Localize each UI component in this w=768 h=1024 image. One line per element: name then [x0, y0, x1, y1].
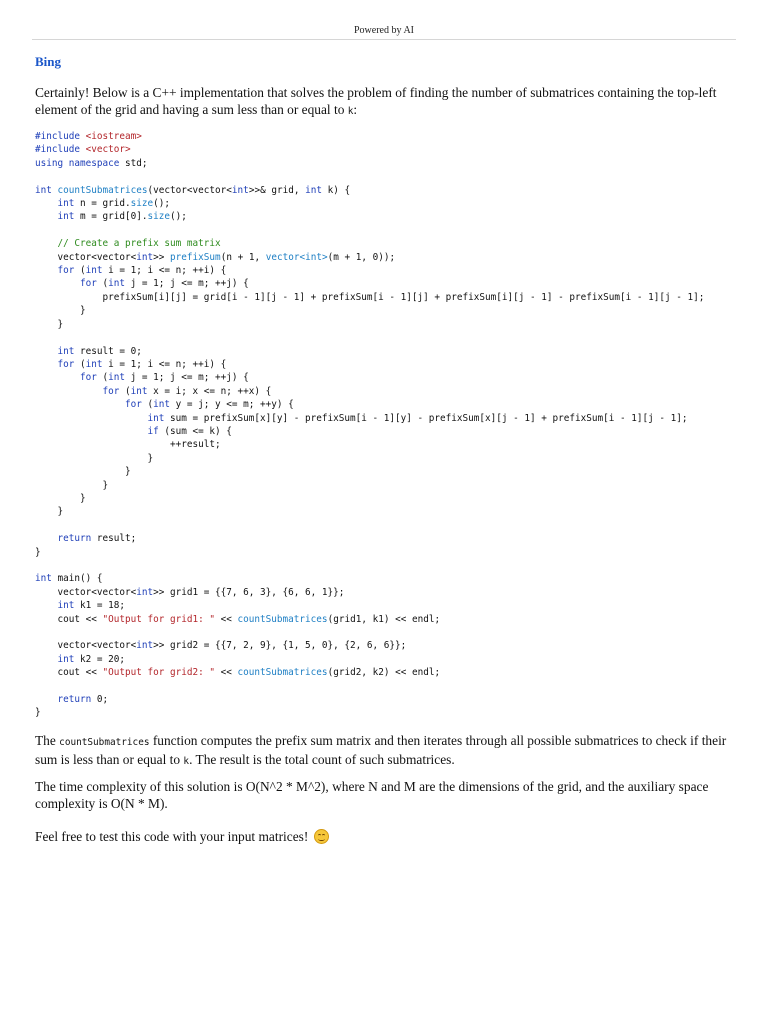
complexity-paragraph: The time complexity of this solution is O(N^2 * M^2), where N and M are the dimensions of the grid, and the auxiliary space complexity is O(N * M). — [35, 779, 709, 811]
header-divider — [32, 39, 736, 40]
author-name: Bing — [35, 54, 62, 69]
smiling-face-icon — [314, 829, 329, 844]
intro-paragraph: Certainly! Below is a C++ implementation that solves the problem of finding the number of submatrices containing the top-left element of the grid and having a sum less than or equal to k: — [35, 85, 717, 117]
inline-code-function-name: countSubmatrices — [59, 737, 150, 748]
inline-code-k: k — [347, 106, 354, 117]
powered-by-label: Powered by AI — [354, 25, 414, 36]
explanation-paragraph: The countSubmatrices function computes the prefix sum matrix and then iterates through all possible submatrices to check if their sum is less than or equal to k. The result is the total count of such submatrices. — [35, 733, 727, 767]
inline-code-k: k — [183, 756, 190, 767]
closing-paragraph: Feel free to test this code with your input matrices! — [35, 828, 735, 845]
code-block: #include <iostream> #include <vector> using namespace std; int countSubmatrices(vector<vector<int>>& grid, int k) { int n = grid.size(); int m = grid[0].size(); // Create a prefix sum matrix vector<vector<int>> prefixSum(n + 1, vector<int>(m + 1, 0)); for (int i = 1; i <= n; ++i) { for (int j = 1; j <= m; ++j) { prefixSum[i][j] = grid[i - 1][j - 1] + prefixSum[i - 1][j] + prefixSum[i][j - 1] - prefixSum[i - 1][j - 1]; } } int result = 0; for (int i = 1; i <= n; ++i) { for (int j = 1; j <= m; ++j) { for (int x = i; x <= n; ++x) { for (int y = j; y <= m; ++y) { int sum = prefixSum[x][y] - prefixSum[i - 1][y] - prefixSum[x][j - 1] + prefixSum[i - 1][j - 1]; if (sum <= k) { ++result; } } } } } return result; } int main() { vector<vector<int>> grid1 = {{7, 6, 3}, {6, 6, 1}}; int k1 = 18; cout << "Output for grid1: " << countSubmatrices(grid1, k1) << endl; vector<vector<int>> grid2 = {{7, 2, 9}, {1, 5, 0}, {2, 6, 6}}; int k2 = 20; cout << "Output for grid2: " << countSubmatrices(grid2, k2) << endl; return 0; } — [35, 131, 705, 719]
